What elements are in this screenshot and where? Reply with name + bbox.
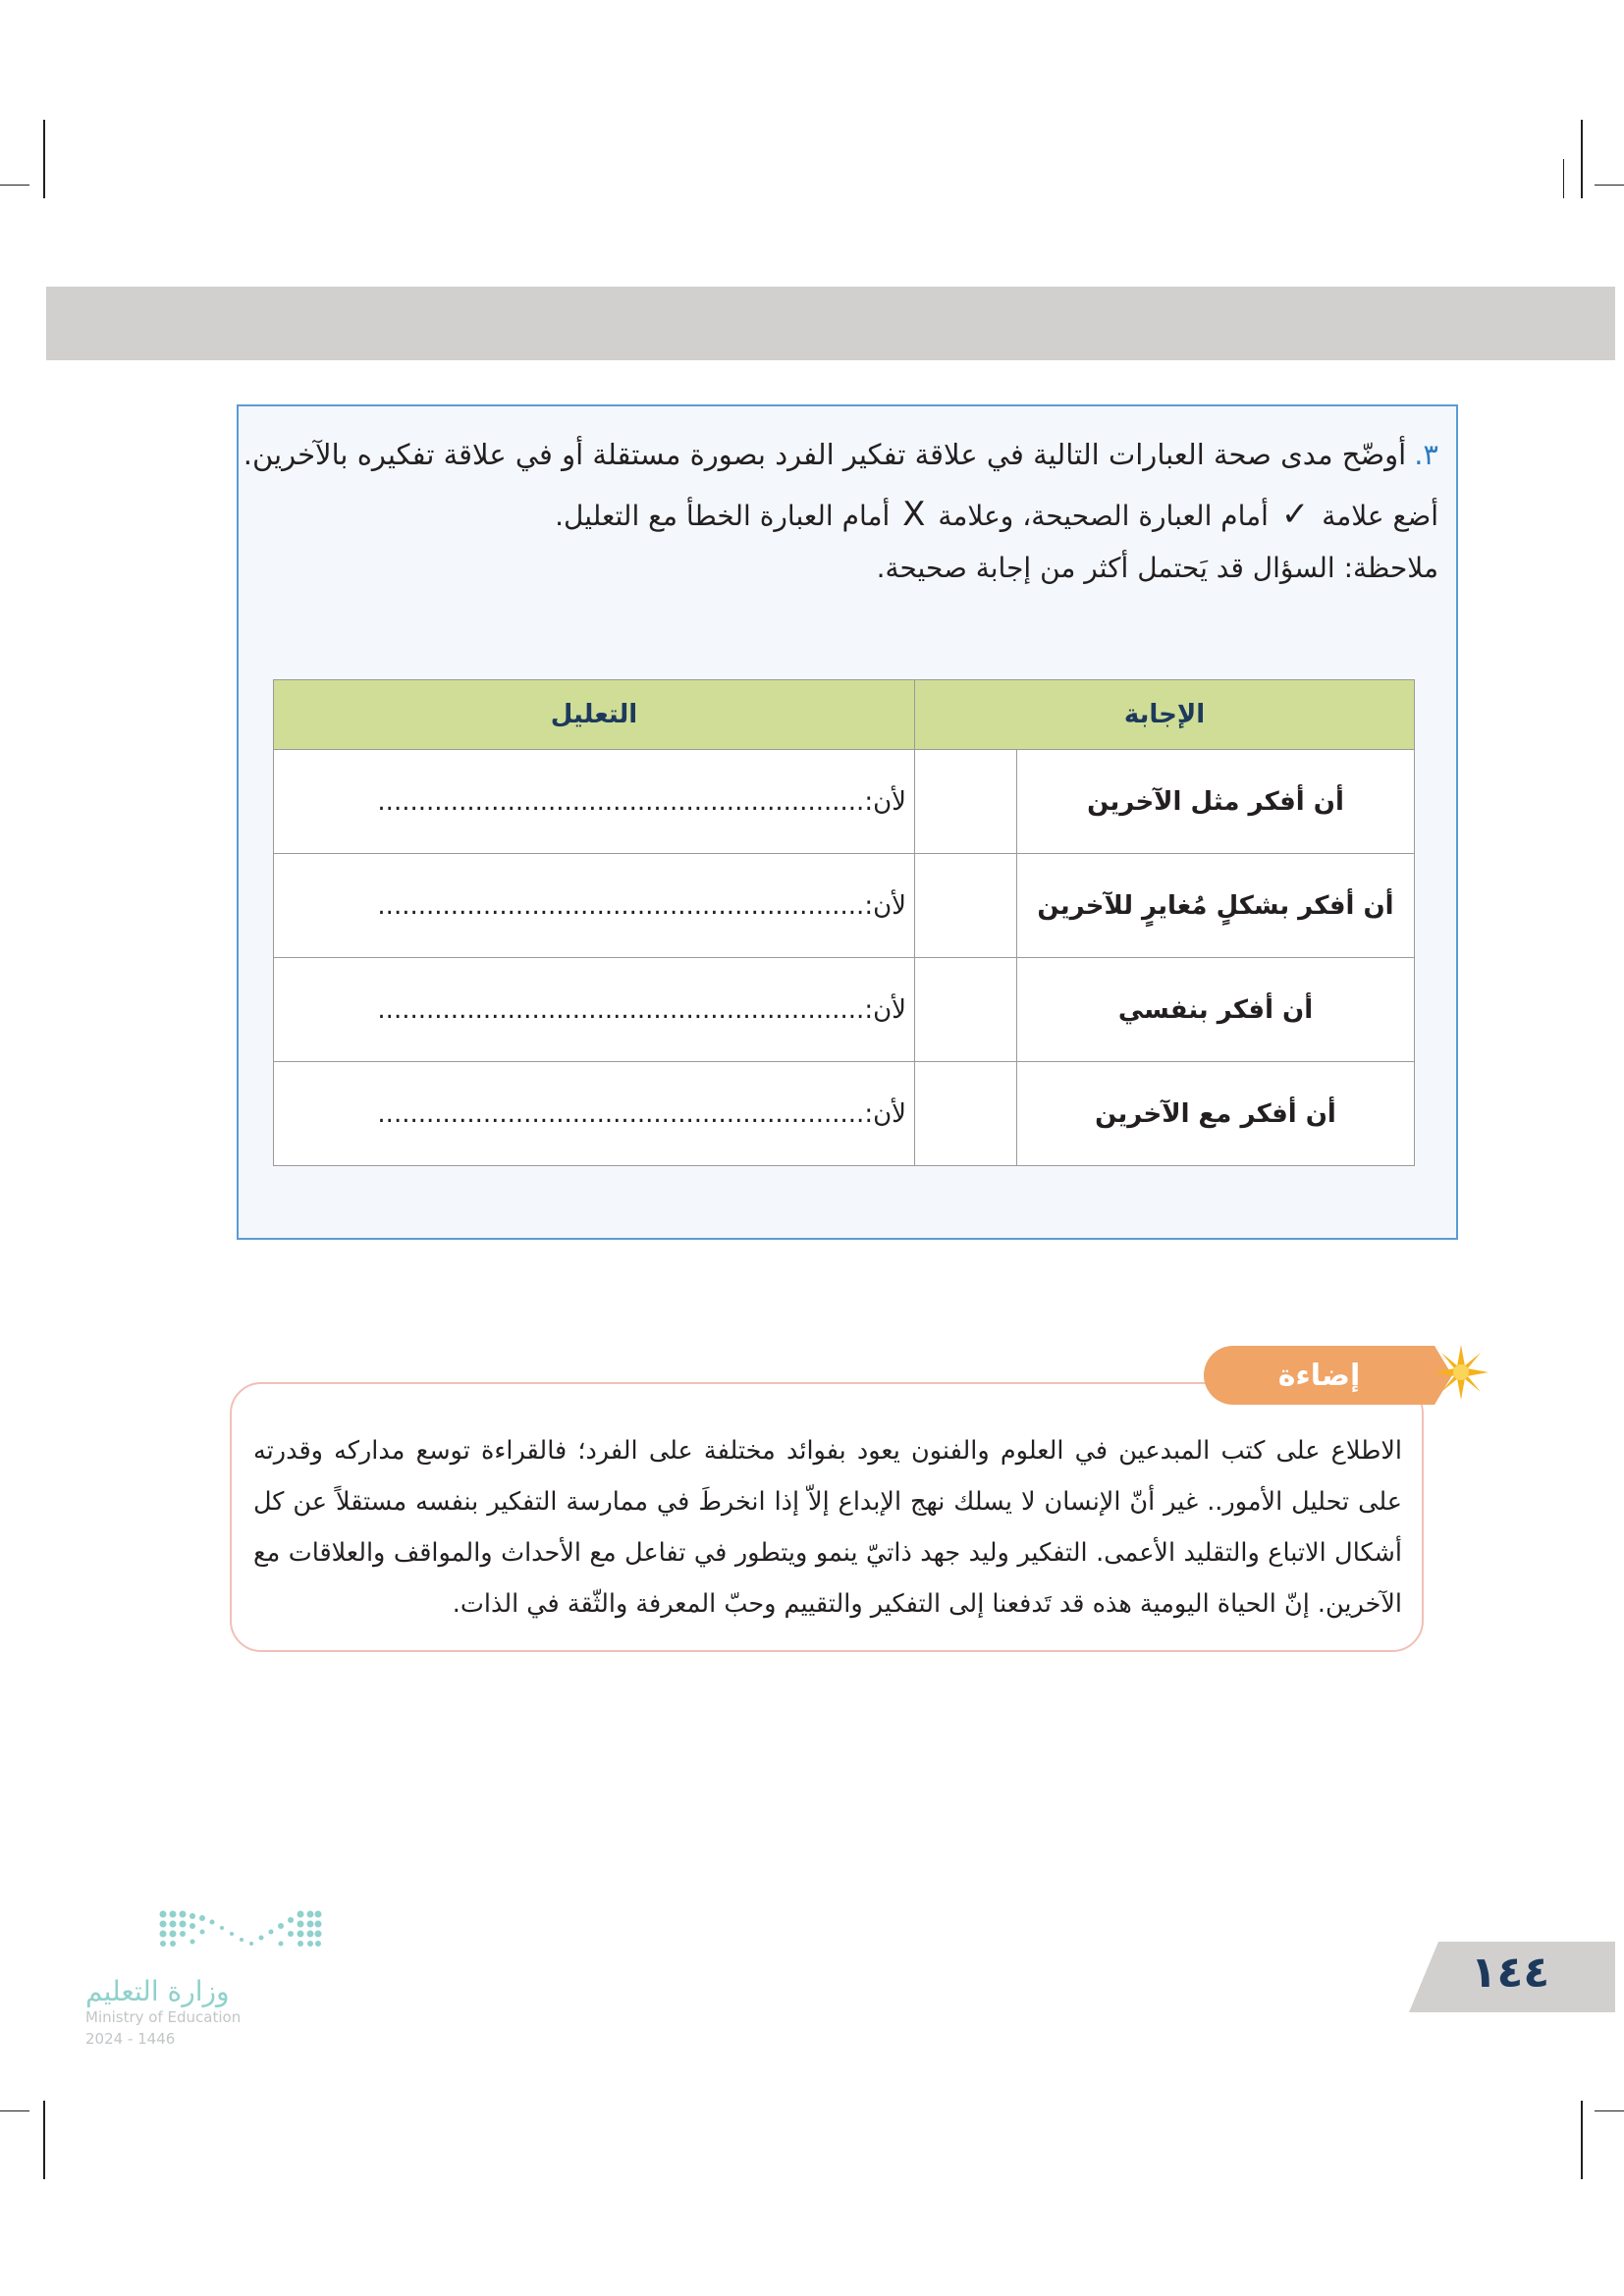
crop-mark — [43, 2101, 45, 2179]
crop-mark — [1595, 185, 1624, 186]
sun-icon — [1432, 1343, 1490, 1402]
reason-cell[interactable] — [274, 750, 915, 854]
crop-mark — [0, 2110, 29, 2111]
check-mark-icon: ✓ — [1280, 495, 1310, 534]
crop-mark — [1581, 2101, 1583, 2179]
statement-cell: أن أفكر مثل الآخرين — [1017, 750, 1415, 854]
header-band — [46, 287, 1615, 360]
reason-cell[interactable] — [274, 958, 915, 1062]
question-text: أوضّح مدى صحة العبارات التالية في علاقة تفكير الفرد بصورة مستقلة أو في علاقة تفكيره بالآخرين. — [243, 438, 1407, 471]
table-row — [274, 1062, 1415, 1166]
reason-label: لأن: — [864, 1098, 906, 1129]
crop-mark — [1563, 159, 1564, 198]
instruction-part: أمام العبارة الصحيحة، وعلامة — [938, 500, 1269, 532]
answer-mark-cell[interactable] — [915, 1062, 1017, 1166]
table-row — [274, 750, 1415, 854]
exercise-number: ٣. — [1414, 438, 1438, 471]
crop-mark — [1581, 120, 1583, 198]
x-mark-icon: X — [902, 495, 926, 534]
reason-cell[interactable] — [274, 854, 915, 958]
crop-mark — [0, 185, 29, 186]
crop-mark — [1595, 2110, 1624, 2111]
dotted-line: ............................................................ — [377, 890, 865, 921]
answer-mark-cell[interactable] — [915, 750, 1017, 854]
reason-label: لأن: — [864, 786, 906, 817]
reason-label: لأن: — [864, 890, 906, 921]
answer-mark-cell[interactable] — [915, 958, 1017, 1062]
reason-header: التعليل — [274, 680, 915, 750]
answer-mark-cell[interactable] — [915, 854, 1017, 958]
ministry-year: 2024 - 1446 — [85, 2030, 176, 2048]
answer-header: الإجابة — [915, 680, 1415, 750]
reason-label: لأن: — [864, 994, 906, 1025]
answer-table — [273, 679, 1415, 1166]
tip-title: إضاءة — [1204, 1346, 1435, 1405]
dotted-line: ............................................................ — [377, 994, 865, 1025]
statement-cell: أن أفكر مع الآخرين — [1017, 1062, 1415, 1166]
instruction-part: أمام العبارة الخطأ مع التعليل. — [555, 500, 891, 532]
exercise-box — [237, 404, 1458, 1240]
tip-text: الاطلاع على كتب المبدعين في العلوم والفنون يعود بفوائد مختلفة على الفرد؛ فالقراءة توسع مداركه وقدرته على تحليل الأمور.. غير أنّ الإنسان لا يسلك نهج الإبداع إلاّ إذا انخرطَ في ممارسة التفكير بنفسه مستقلاً عن كل أشكال الاتباع والتقليد الأعمى. التفكير وليد جهد ذاتيّ ينمو ويتطور في تفاعل مع الأحداث والمواقف والعلاقات مع الآخرين. إنّ الحياة اليومية هذه قد تَدفعنا إلى التفكير والتقييم وحبّ المعرفة والثّقة في الذات. — [253, 1436, 1402, 1619]
dotted-line: ............................................................ — [377, 1098, 865, 1129]
exercise-question — [244, 438, 1438, 471]
exercise-note: ملاحظة: السؤال قد يَحتمل أكثر من إجابة صحيحة. — [876, 552, 1438, 584]
ministry-logo-icon — [157, 1908, 324, 1959]
ministry-name-en: Ministry of Education — [85, 2008, 242, 2026]
page-number: ١٤٤ — [1470, 1948, 1550, 1998]
statement-cell: أن أفكر بشكلٍ مُغايرٍ للآخرين — [1017, 854, 1415, 958]
ministry-name-ar: وزارة التعليم — [85, 1975, 230, 2007]
statement-cell: أن أفكر بنفسي — [1017, 958, 1415, 1062]
table-row — [274, 958, 1415, 1062]
reason-cell[interactable] — [274, 1062, 915, 1166]
crop-mark — [43, 120, 45, 198]
instruction-part: أضع علامة — [1322, 500, 1438, 532]
table-row — [274, 854, 1415, 958]
dotted-line: ............................................................ — [377, 786, 865, 817]
exercise-instruction — [555, 495, 1438, 534]
